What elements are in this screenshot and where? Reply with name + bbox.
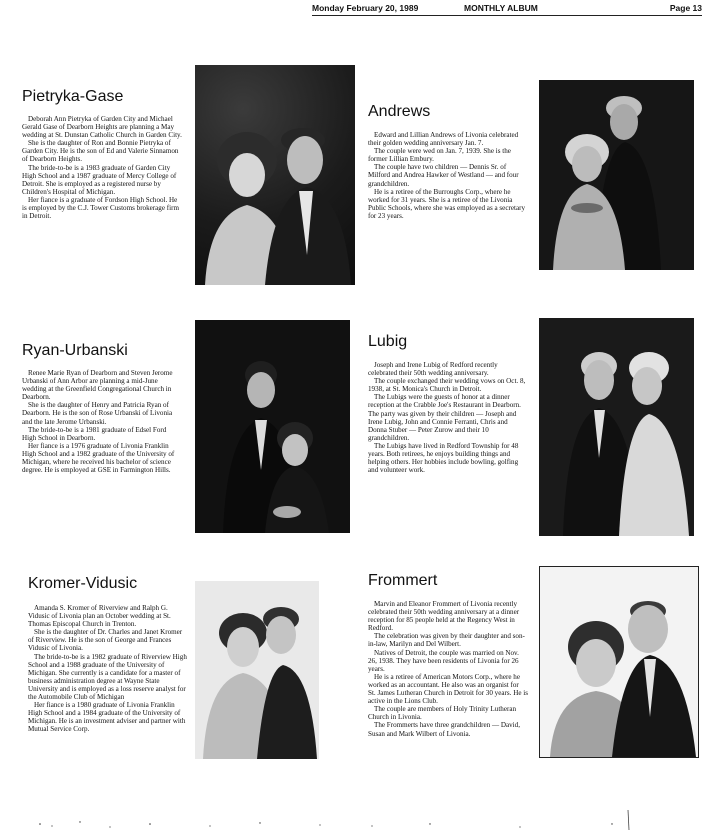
article-title-lubig: Lubig xyxy=(368,333,408,350)
paragraph: Her fiance is a 1980 graduate of Livonia Franklin High School and a 1984 graduate of the University of Michigan. He is an investment adviser and partner with Mutual Service Corp. xyxy=(28,701,186,734)
paragraph: Marvin and Eleanor Frommert of Livonia recently celebrated their 50th wedding anniversary at a dinner reception for 85 people held at the Regency West in Redford. xyxy=(368,600,520,633)
couple-photo-icon xyxy=(540,567,698,757)
paragraph: He is a retiree of the Burroughs Corp., where he worked for 31 years. She is a retiree of the Livonia Public Schools, where she was employed as a secretary for 23 years. xyxy=(368,187,526,220)
article-body-frommert xyxy=(368,600,528,738)
couple-photo-frommert xyxy=(539,566,699,758)
paragraph: She is the daughter of Dr. Charles and Janet Kromer of Riverview. He is the son of George and Frances Vidusic of Livonia. xyxy=(28,628,183,653)
couple-photo-icon xyxy=(539,80,694,270)
paragraph: He is a retiree of American Motors Corp., where he worked as an accountant. He also was an organist for St. James Lutheran Church in Detroit for 30 years. He is active in the Lions Club. xyxy=(368,672,528,706)
paragraph: The bride-to-be is a 1981 graduate of Edsel Ford High School in Dearborn. xyxy=(22,425,167,442)
paragraph: The couple are members of Holy Trinity Lutheran Church in Livonia. xyxy=(368,705,517,722)
header-rule xyxy=(312,15,702,16)
paragraph: The bride-to-be is a 1983 graduate of Garden City High School and a 1987 graduate of Mercy College of Detroit. She is employed as a registered nurse by Children's Hospital of Michigan. xyxy=(22,163,177,196)
paragraph: The couple exchanged their wedding vows on Oct. 8, 1938, at St. Monica's Church in Detroit. xyxy=(368,377,526,394)
couple-photo-lubig xyxy=(539,318,694,536)
couple-photo-andrews xyxy=(539,80,694,270)
couple-photo-icon xyxy=(195,581,319,759)
article-title-ryan-urbanski: Ryan-Urbanski xyxy=(22,342,128,359)
paragraph: The Frommerts have three grandchildren — David, Susan and Mark Wilbert of Livonia. xyxy=(368,721,520,738)
paragraph: Her fiance is a graduate of Fordson High School. He is employed by the C.J. Tower Customs brokerage firm in Detroit. xyxy=(22,195,179,221)
couple-photo-kromer-vidusic xyxy=(195,581,319,759)
paragraph: Edward and Lillian Andrews of Livonia celebrated their golden wedding anniversary Jan. 7. xyxy=(368,131,519,148)
header-section: MONTHLY ALBUM xyxy=(464,3,538,13)
paragraph: Joseph and Irene Lubig of Redford recently celebrated their 50th wedding anniversary. xyxy=(368,361,498,378)
paragraph: The couple were wed on Jan. 7, 1939. She is the former Lillian Embury. xyxy=(368,147,511,164)
article-title-andrews: Andrews xyxy=(368,103,431,120)
paragraph: Amanda S. Kromer of Riverview and Ralph G. Vidusic of Livonia plan an October wedding at St. Thomas Episcopal Church in Trenton. xyxy=(28,604,171,629)
paragraph: The Lubigs were the guests of honor at a dinner reception at the Crabble Joe's Restaurant in Dearborn. The party was given by their children — Joseph and Irene Lubig, John and Connie Ferranti, Chris and Donna Stuber — Peter Zurow and their 10 grandchildren. xyxy=(368,393,521,442)
article-title-pietryka-gase: Pietryka-Gase xyxy=(22,88,124,105)
paragraph: Her fiance is a 1976 graduate of Livonia Franklin High School and a 1982 graduate of the University of Michigan, where he received his bachelor of science degree. He is employed at GSE in Farmington Hills. xyxy=(22,441,175,475)
scan-noise xyxy=(0,802,708,832)
couple-photo-ryan-urbanski xyxy=(195,320,350,533)
article-body-pietryka-gase xyxy=(22,115,182,220)
couple-photo-icon xyxy=(539,318,694,536)
couple-photo-icon xyxy=(195,320,350,533)
page-header xyxy=(312,3,702,15)
paragraph: She is the daughter of Ron and Bonnie Pietryka of Garden City. He is the son of Ed and Valerie Sinnamon of Dearborn Heights. xyxy=(22,139,179,164)
paragraph: Natives of Detroit, the couple was married on Nov. 26, 1938. They have been residents of Livonia for 26 years. xyxy=(368,648,519,673)
article-body-kromer-vidusic xyxy=(28,604,188,734)
article-body-ryan-urbanski xyxy=(22,369,182,474)
paragraph: Deborah Ann Pietryka of Garden City and Michael Gerald Gase of Dearborn Heights are planning a May wedding at St. Dunstan Catholic Church in Garden City. xyxy=(22,115,182,140)
paragraph: Renee Marie Ryan of Dearborn and Steven Jerome Urbanski of Ann Arbor are planning a mid-June wedding at the Greenfield Congregational Church in Dearborn. xyxy=(22,369,173,402)
article-title-kromer-vidusic: Kromer-Vidusic xyxy=(28,575,138,592)
couple-photo-icon xyxy=(195,65,355,285)
paragraph: She is the daughter of Henry and Patricia Ryan of Dearborn. He is the son of Rose Urbanski of Livonia and the late Jerome Urbanski. xyxy=(22,401,173,426)
article-body-lubig xyxy=(368,361,528,474)
couple-photo-pietryka-gase xyxy=(195,65,355,285)
article-title-frommert: Frommert xyxy=(368,572,438,589)
header-page-number: Page 13 xyxy=(669,3,702,13)
paragraph: The couple have two children — Dennis Sr. of Milford and Andrea Hawker of Westland — and four grandchildren. xyxy=(368,163,519,188)
header-date: Monday February 20, 1989 xyxy=(312,3,419,13)
paragraph: The celebration was given by their daughter and son-in-law, Marilyn and Del Wilbert. xyxy=(368,632,525,649)
paragraph: The Lubigs have lived in Redford Township for 48 years. Both retirees, he enjoys building things and helping others. Her hobbies include bowling, golfing and volunteer work. xyxy=(368,441,519,475)
article-body-andrews xyxy=(368,131,528,220)
paragraph: The bride-to-be is a 1982 graduate of Riverview High School and a 1988 graduate of the University of Michigan. She currently is a candidate for a master of business administration degree at Wayne State University and is employed as a loss reserve analyst for the Automobile Club of Michigan xyxy=(28,652,187,702)
